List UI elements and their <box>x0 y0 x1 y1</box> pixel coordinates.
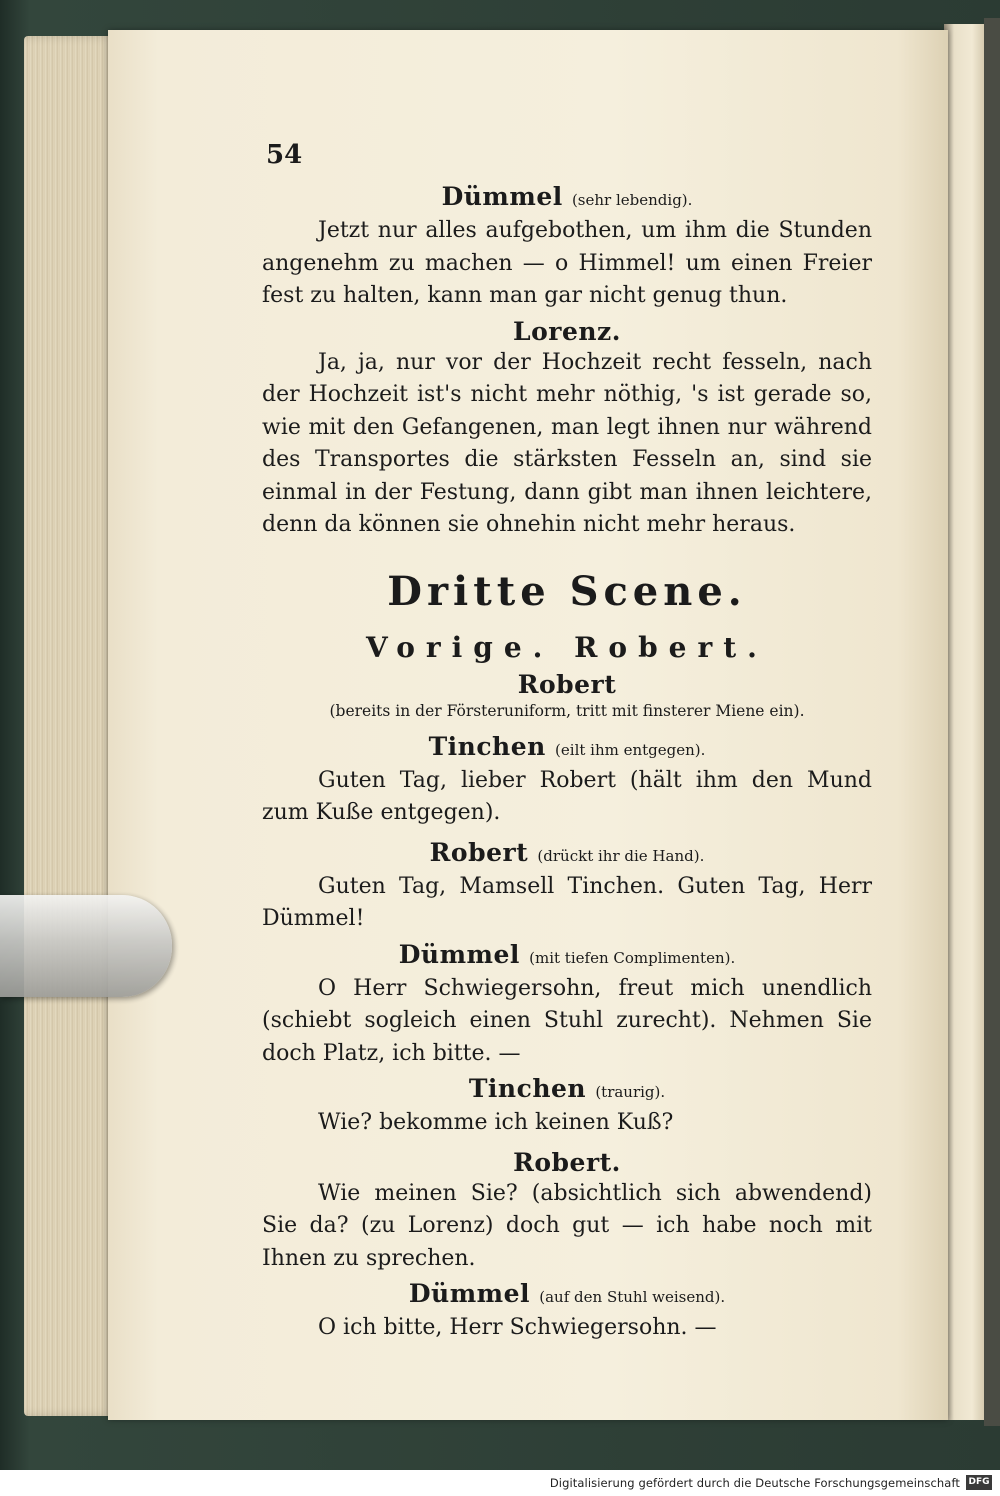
speaker-duemmel-1 <box>262 182 872 215</box>
stage-direction: (eilt ihm entgegen). <box>555 740 706 759</box>
page-clip <box>0 895 172 997</box>
speaker-duemmel-2 <box>262 940 872 973</box>
speaker-lorenz: Lorenz. <box>513 316 621 346</box>
dialogue-text: Wie meinen Sie? (absichtlich sich abwendend) Sie da? (zu Lorenz) doch gut — ich habe noch mit Ihnen zu sprechen. <box>262 1180 872 1271</box>
speaker-robert-3: Robert. <box>513 1147 621 1177</box>
scene-title: Dritte Scene. <box>387 567 747 615</box>
speaker-name: Tinchen <box>428 731 546 761</box>
book-cover-edge <box>984 18 1000 1426</box>
page-number: 54 <box>266 140 303 170</box>
speaker-name: Dümmel <box>408 1279 531 1308</box>
speaker-tinchen-1 <box>262 732 872 765</box>
scene-cast: Vorige. Robert. <box>366 630 768 664</box>
dialogue-text: Guten Tag, lieber Robert (hält ihm den Mund zum Kuße entgegen). <box>262 767 872 825</box>
dialogue-text: Guten Tag, Mamsell Tinchen. Guten Tag, Herr Dümmel! <box>262 873 872 931</box>
stage-direction: (auf den Stuhl weisend). <box>539 1288 726 1306</box>
speaker-robert-2 <box>262 838 872 871</box>
speaker-duemmel-3 <box>262 1279 872 1312</box>
stage-direction: (mit tiefen Complimenten). <box>529 948 736 967</box>
speaker-robert-1: Robert <box>517 669 617 699</box>
dialogue-text: Wie? bekomme ich keinen Kuß? <box>318 1110 674 1135</box>
dialogue-text: O Herr Schwiegersohn, freut mich unendlich (schiebt sogleich einen Stuhl zurecht). Nehmen Sie doch Platz, ich bitte. — <box>262 975 872 1066</box>
footer-credit: Digitalisierung gefördert durch die Deutsche Forschungsgemeinschaft <box>549 1476 960 1490</box>
speaker-name: Dümmel <box>398 939 520 969</box>
dialogue-text: Jetzt nur alles aufgebothen, um ihm die Stunden angenehm zu machen — o Himmel! um einen Freier fest zu halten, kann man gar nicht genug thun. <box>262 218 872 308</box>
dialogue-text: Ja, ja, nur vor der Hochzeit recht fesseln, nach der Hochzeit ist's nicht mehr nöthig, 's ist gerade so, wie mit den Gefangenen, man legt ihnen nur während des Transportes die stärksten Fesseln an, sind sie einmal in der Festung, dann gibt man ihnen leichtere, denn da können sie ohnehin nicht mehr heraus. <box>262 349 872 537</box>
speaker-name: Tinchen <box>468 1074 587 1103</box>
page-text <box>262 140 872 1345</box>
facing-page-edge <box>944 24 984 1420</box>
dfg-logo-icon: DFG <box>966 1475 992 1490</box>
stage-direction: (drückt ihr die Hand). <box>537 846 705 865</box>
speaker-name: Dümmel <box>441 182 563 211</box>
stage-direction: (bereits in der Försteruniform, tritt mit finsterer Miene ein). <box>329 701 805 720</box>
speaker-tinchen-2 <box>262 1074 872 1107</box>
stage-direction: (traurig). <box>595 1083 666 1101</box>
speaker-name: Robert <box>429 837 529 867</box>
page-stack-edge <box>24 36 116 1416</box>
dialogue-text: O ich bitte, Herr Schwiegersohn. — <box>318 1315 717 1340</box>
stage-direction: (sehr lebendig). <box>571 191 693 209</box>
